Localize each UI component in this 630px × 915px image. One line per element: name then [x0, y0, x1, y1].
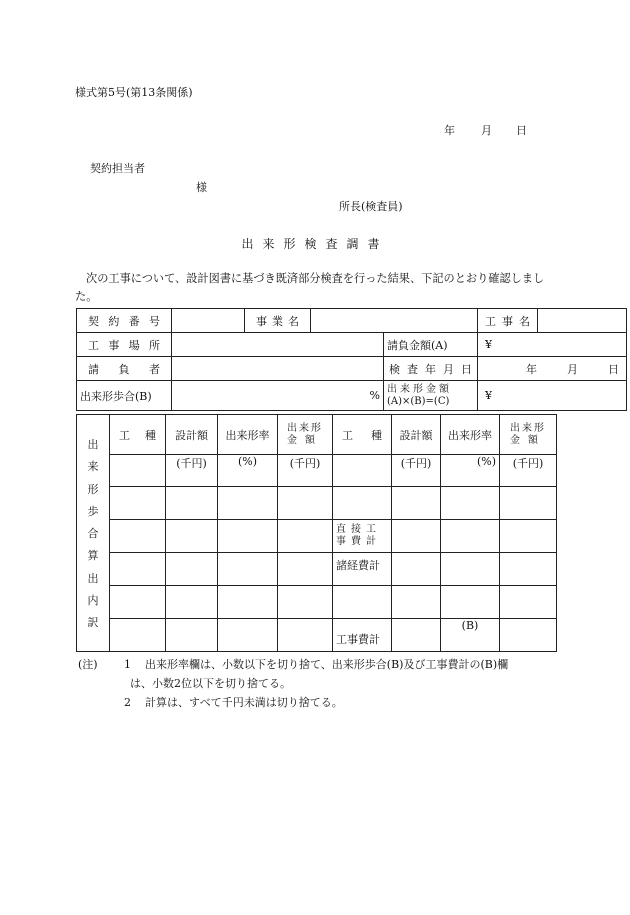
notes-label: (注) [78, 658, 98, 671]
progress-amount-value: ¥ [478, 381, 627, 411]
b-mark: (B) [441, 619, 500, 652]
construction-site-value [172, 333, 384, 357]
contract-number-label: 契 約 番 号 [77, 309, 172, 333]
col-design-amount-2: 設計額 [392, 415, 441, 455]
col-progress-amount-2: 出来形 金額 [500, 415, 557, 455]
table-row [77, 586, 557, 619]
col-progress-rate: 出来形率 [218, 415, 278, 455]
col-design-amount: 設計額 [166, 415, 218, 455]
unit-thousand-yen-3: (千円) [500, 455, 557, 487]
col-work-type: 工 種 [110, 415, 166, 455]
date-day-label: 日 [516, 124, 527, 137]
unit-percent: (%) [218, 455, 278, 487]
unit-percent-2: (%) [441, 455, 500, 487]
date-year-label: 年 [444, 124, 455, 137]
col-work-type-2: 工 種 [333, 415, 392, 455]
contractor-label: 請 負 者 [77, 357, 172, 381]
inspection-date-label: 検 査 年 月 日 [384, 357, 478, 381]
percent-sign: % [369, 389, 380, 402]
table-cell [333, 455, 392, 487]
construction-cost-total-label: 工事費計 [333, 619, 392, 652]
form-number: 様式第5号(第13条関係) [75, 86, 193, 99]
construction-name-value [538, 309, 627, 333]
summary-table [76, 308, 627, 411]
table-row [77, 520, 557, 553]
table-row [77, 487, 557, 520]
breakdown-table [76, 414, 557, 652]
yen-sign: ¥ [485, 338, 492, 351]
intro-paragraph: 次の工事について、設計図書に基づき既済部分検査を行った結果、下記のとおり確認しました。 [75, 272, 545, 303]
document-title: 出来形検査調書 [241, 237, 389, 251]
progress-amount-label: 出来形金額 (A)×(B)=(C) [384, 381, 478, 411]
honorific: 様 [196, 181, 207, 194]
progress-rate-value [172, 381, 384, 411]
contract-number-value [172, 309, 245, 333]
date-month-label: 月 [481, 124, 492, 137]
unit-thousand-yen: (千円) [166, 455, 218, 487]
inspector: 所長(検査員) [339, 200, 403, 213]
project-name-label: 事 業 名 [245, 309, 311, 333]
table-row [77, 619, 557, 652]
contractor-value [172, 357, 384, 381]
addressee: 契約担当者 [90, 162, 145, 175]
intro-text [75, 270, 555, 306]
table-row [77, 553, 557, 586]
note-2-number: 2 [124, 696, 131, 709]
construction-name-label: 工 事 名 [478, 309, 538, 333]
construction-site-label: 工 事 場 所 [77, 333, 172, 357]
progress-rate-label: 出来形歩合(B) [77, 381, 172, 411]
contract-amount-value [478, 333, 627, 357]
contract-amount-label: 請負金額(A) [384, 333, 478, 357]
col-progress-amount: 出来形 金額 [278, 415, 333, 455]
note-2-text: 計算は、すべて千円未満は切り捨てる。 [145, 696, 343, 709]
direct-cost-total-label: 直接工 事費計 [333, 520, 392, 553]
note-1-line-1: 出来形率欄は、小数以下を切り捨て、出来形歩合(B)及び工事費計の(B)欄 [145, 658, 509, 671]
col-progress-rate-2: 出来形率 [441, 415, 500, 455]
unit-thousand-yen: (千円) [278, 455, 333, 487]
table-cell [110, 455, 166, 487]
inspection-date-value: 年 月 日 [478, 357, 627, 381]
unit-thousand-yen-2: (千円) [392, 455, 441, 487]
note-1-line-2: は、小数2位以下を切り捨てる。 [130, 677, 291, 690]
note-1-number: 1 [124, 658, 131, 671]
overhead-total-label: 諸経費計 [333, 553, 392, 586]
project-name-value [311, 309, 478, 333]
breakdown-vertical-label: 出 来 形 歩 合 算 出 内 訳 [77, 415, 110, 652]
